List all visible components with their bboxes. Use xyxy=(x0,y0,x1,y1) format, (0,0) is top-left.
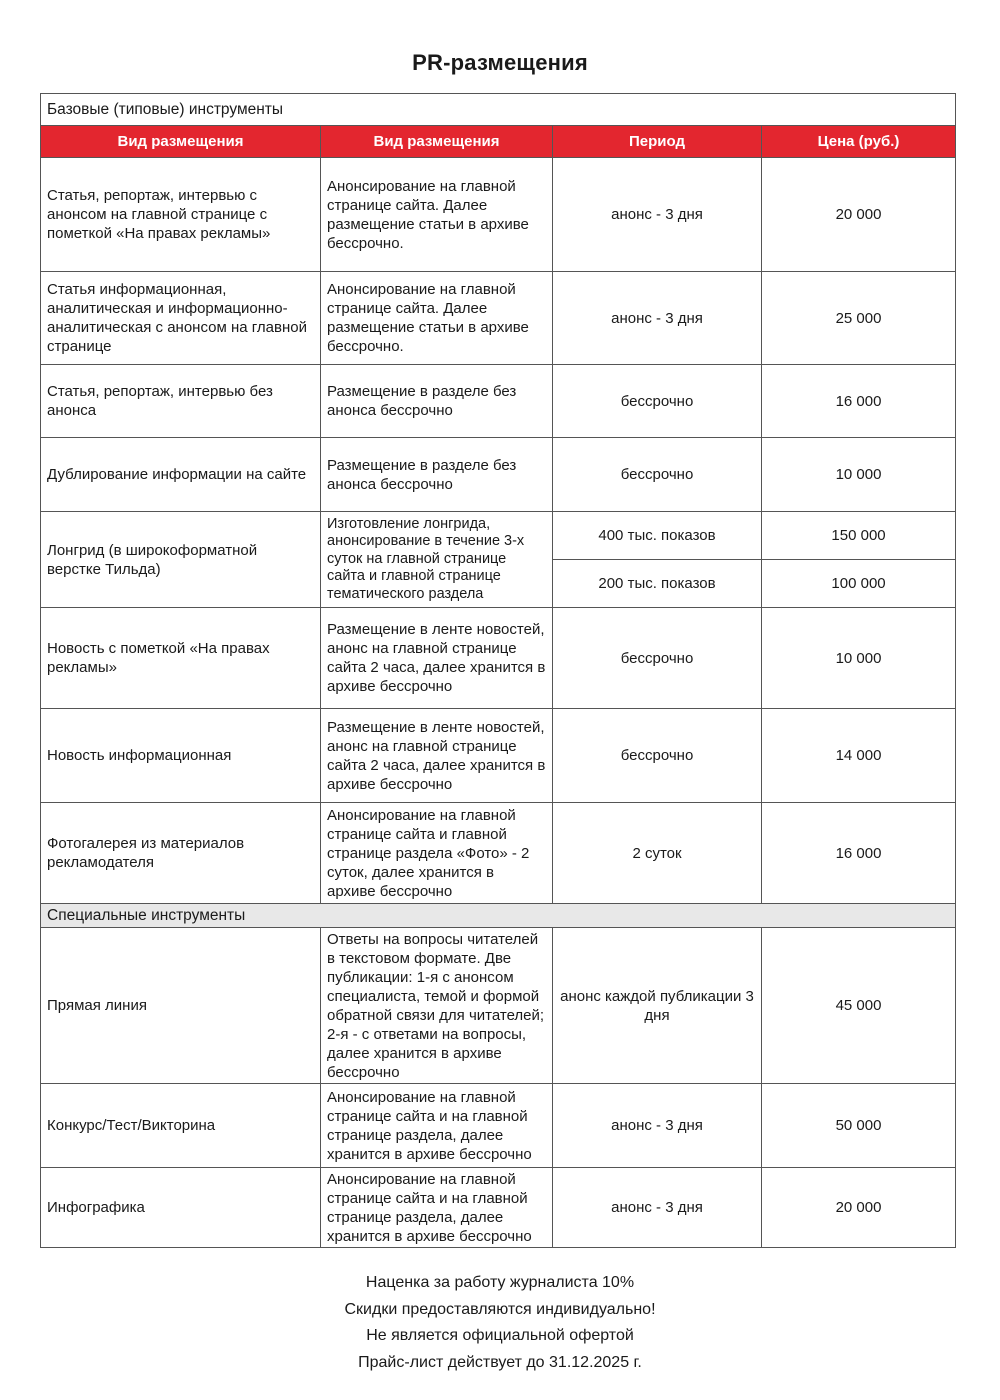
placement-price: 16 000 xyxy=(762,365,956,438)
placement-period: анонс - 3 дня xyxy=(553,158,762,272)
table-row xyxy=(41,709,956,803)
placement-type: Статья, репортаж, интервью без анонса xyxy=(41,365,321,438)
placement-period: анонс - 3 дня xyxy=(553,272,762,365)
placement-type: Прямая линия xyxy=(41,928,321,1084)
placement-price: 150 000 xyxy=(762,512,956,560)
col-header-period: Период xyxy=(553,126,762,158)
footer-validity-note: Прайс-лист действует до 31.12.2025 г. xyxy=(358,1353,642,1371)
placement-desc: Изготовление лонгрида, анонсирование в течение 3-х суток на главной странице сайта и главной странице тематического раздела xyxy=(321,512,553,608)
section-row-special xyxy=(41,904,956,928)
placement-price: 25 000 xyxy=(762,272,956,365)
placement-period: 400 тыс. показов xyxy=(553,512,762,560)
placement-price: 20 000 xyxy=(762,1168,956,1248)
placement-period: 2 суток xyxy=(553,803,762,904)
page-title: PR-размещения xyxy=(412,50,588,75)
placement-type: Фотогалерея из материалов рекламодателя xyxy=(41,803,321,904)
footer-markup-note: Наценка за работу журналиста 10% xyxy=(365,1274,635,1291)
table-row xyxy=(41,365,956,438)
table-row xyxy=(41,608,956,709)
placement-desc: Ответы на вопросы читателей в текстовом формате. Две публикации: 1-я с анонсом специалиста, темой и формой обратной связи для читателей; 2-я - с ответами на вопросы, далее хранится в архиве бессрочно xyxy=(321,928,553,1084)
placement-period: 200 тыс. показов xyxy=(553,560,762,608)
placement-desc: Анонсирование на главной странице сайта и главной странице раздела «Фото» - 2 суток, далее хранится в архиве бессрочно xyxy=(321,803,553,904)
table-row xyxy=(41,272,956,365)
section-row-basic xyxy=(41,94,956,126)
section-title-basic: Базовые (типовые) инструменты xyxy=(41,94,956,126)
table-row xyxy=(41,1168,956,1248)
placement-desc: Размещение в разделе без анонса бессрочно xyxy=(321,365,553,438)
placement-desc: Размещение в ленте новостей, анонс на главной странице сайта 2 часа, далее хранится в архиве бессрочно xyxy=(321,608,553,709)
placement-type: Новость информационная xyxy=(41,709,321,803)
placement-type: Статья, репортаж, интервью с анонсом на главной странице с пометкой «На правах рекламы» xyxy=(41,158,321,272)
table-row xyxy=(41,438,956,512)
placement-type: Новость с пометкой «На правах рекламы» xyxy=(41,608,321,709)
placement-period: анонс - 3 дня xyxy=(553,1084,762,1168)
placement-price: 20 000 xyxy=(762,158,956,272)
placement-price: 10 000 xyxy=(762,438,956,512)
placement-type: Дублирование информации на сайте xyxy=(41,438,321,512)
placement-desc: Размещение в ленте новостей, анонс на главной странице сайта 2 часа, далее хранится в архиве бессрочно xyxy=(321,709,553,803)
placement-desc: Анонсирование на главной странице сайта. Далее размещение статьи в архиве бессрочно. xyxy=(321,272,553,365)
placement-period: анонс каждой публикации 3 дня xyxy=(553,928,762,1084)
col-header-desc: Вид размещения xyxy=(321,126,553,158)
table-row xyxy=(41,928,956,1084)
placement-period: анонс - 3 дня xyxy=(553,1168,762,1248)
placement-period: бессрочно xyxy=(553,709,762,803)
placement-type: Статья информационная, аналитическая и информационно-аналитическая с анонсом на главной странице xyxy=(41,272,321,365)
footer-discount-note: Скидки предоставляются индивидуально! xyxy=(344,1300,656,1318)
table-row xyxy=(41,512,956,560)
placement-price: 50 000 xyxy=(762,1084,956,1168)
placement-desc: Размещение в разделе без анонса бессрочно xyxy=(321,438,553,512)
table-row xyxy=(41,1084,956,1168)
placement-desc: Анонсирование на главной странице сайта и на главной странице раздела, далее хранится в архиве бессрочно xyxy=(321,1168,553,1248)
col-header-type: Вид размещения xyxy=(41,126,321,158)
placement-price: 16 000 xyxy=(762,803,956,904)
placement-type: Лонгрид (в широкоформатной верстке Тильда) xyxy=(41,512,321,608)
placement-price: 10 000 xyxy=(762,608,956,709)
placement-price: 100 000 xyxy=(762,560,956,608)
header-row xyxy=(41,126,956,158)
price-table xyxy=(40,93,956,1248)
col-header-price: Цена (руб.) xyxy=(762,126,956,158)
placement-period: бессрочно xyxy=(553,438,762,512)
footer-offer-note: Не является официальной офертой xyxy=(366,1327,634,1344)
table-row xyxy=(41,803,956,904)
table-row xyxy=(41,158,956,272)
footer-notes xyxy=(0,1270,1000,1376)
placement-price: 45 000 xyxy=(762,928,956,1084)
section-title-special: Специальные инструменты xyxy=(41,904,956,928)
placement-type: Конкурс/Тест/Викторина xyxy=(41,1084,321,1168)
placement-price: 14 000 xyxy=(762,709,956,803)
placement-desc: Анонсирование на главной странице сайта. Далее размещение статьи в архиве бессрочно. xyxy=(321,158,553,272)
placement-desc: Анонсирование на главной странице сайта и на главной странице раздела, далее хранится в архиве бессрочно xyxy=(321,1084,553,1168)
placement-period: бессрочно xyxy=(553,365,762,438)
placement-type: Инфографика xyxy=(41,1168,321,1248)
placement-period: бессрочно xyxy=(553,608,762,709)
